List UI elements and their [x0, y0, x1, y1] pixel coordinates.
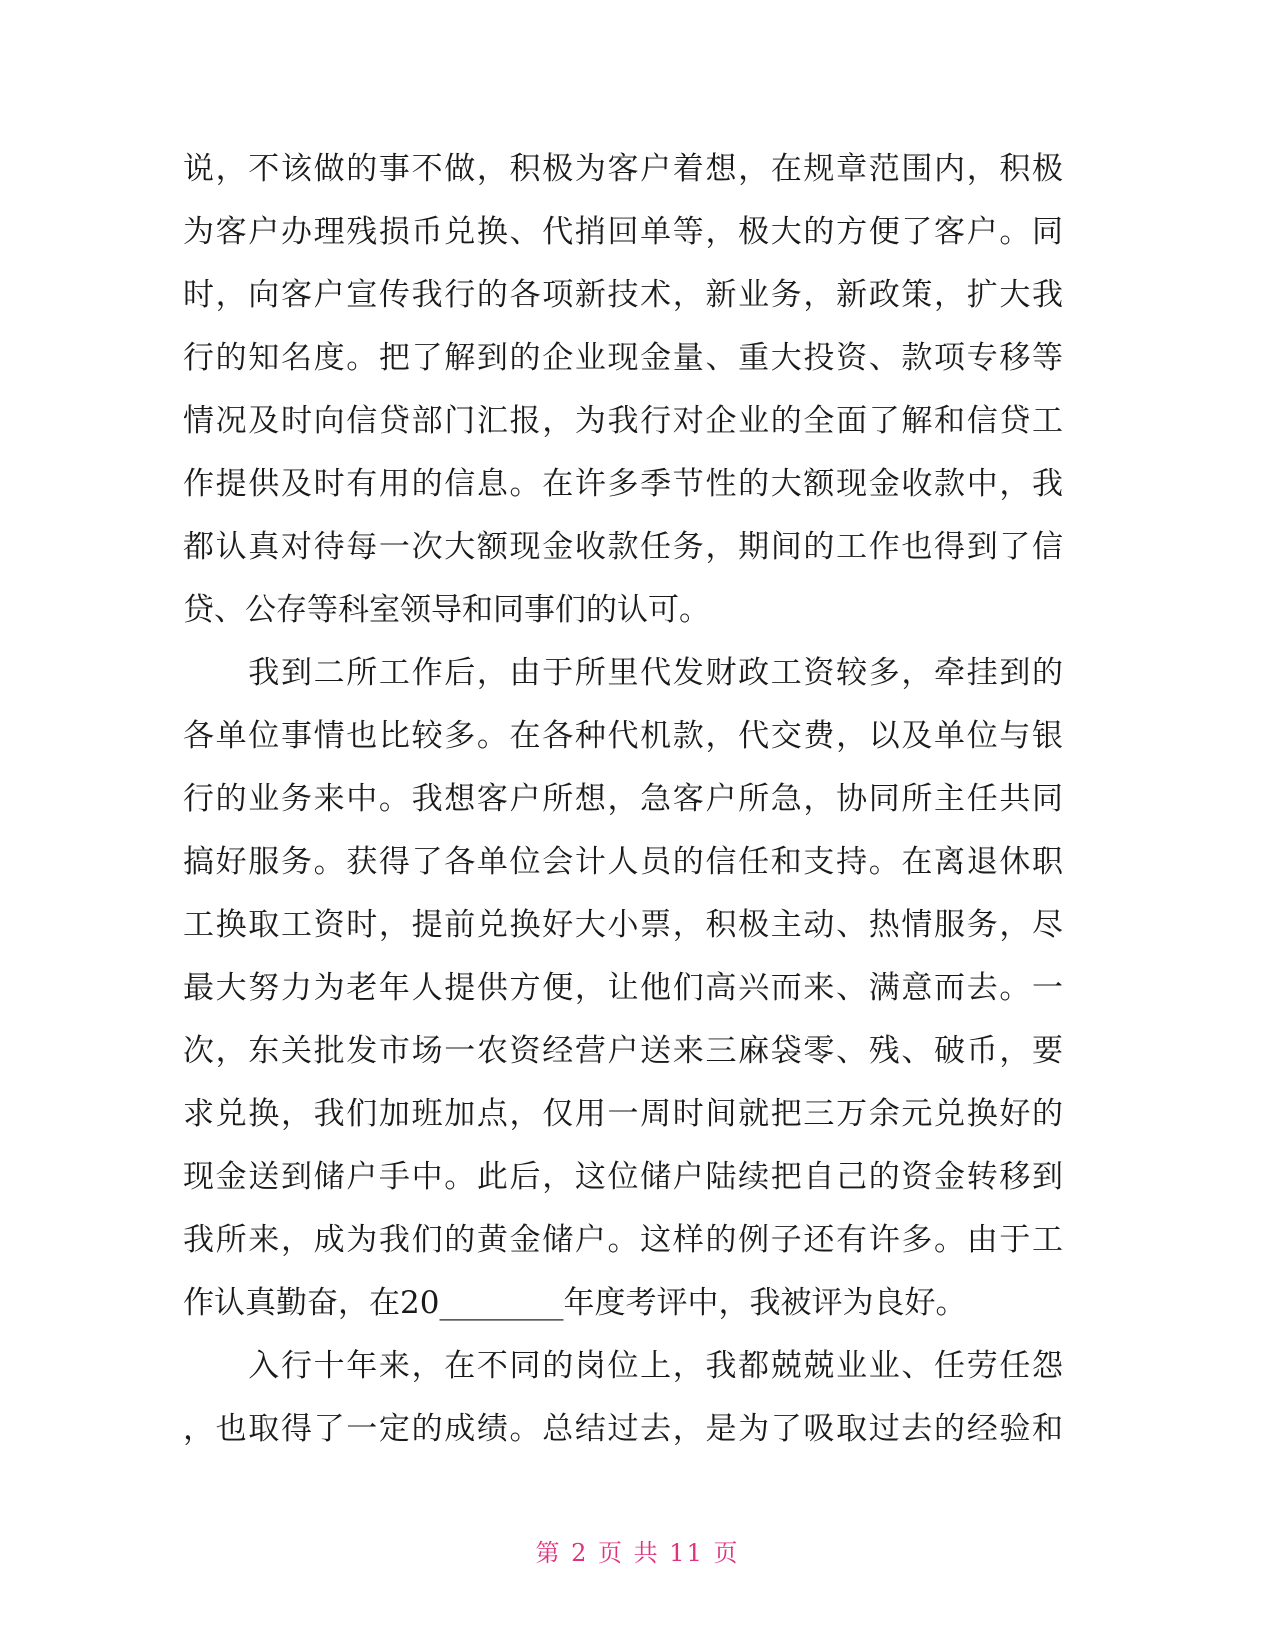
body-text: [183, 138, 1063, 1461]
text-line: 最大努力为老年人提供方便，让他们高兴而来、满意而去。一: [183, 970, 1063, 1006]
text-line: 工换取工资时，提前兑换好大小票，积极主动、热情服务，尽: [183, 907, 1063, 943]
text-line: 时，向客户宣传我行的各项新技术，新业务，新政策，扩大我: [183, 277, 1063, 313]
text-line: 贷、公存等科室领导和同事们的认可。: [183, 592, 710, 628]
text-line: 都认真对待每一次大额现金收款任务，期间的工作也得到了信: [183, 529, 1063, 565]
text-line: 次，东关批发市场一农资经营户送来三麻袋零、残、破币，要: [183, 1033, 1063, 1069]
text-line: 情况及时向信贷部门汇报，为我行对企业的全面了解和信贷工: [183, 403, 1063, 439]
text-line: 作提供及时有用的信息。在许多季节性的大额现金收款中，我: [183, 466, 1063, 502]
text-line: 行的知名度。把了解到的企业现金量、重大投资、款项专移等: [183, 340, 1063, 376]
text-line: 我到二所工作后，由于所里代发财政工资较多，牵挂到的: [183, 655, 1063, 691]
text-line: 作认真勤奋，在20________年度考评中，我被评为良好。: [183, 1285, 967, 1321]
text-line: 我所来，成为我们的黄金储户。这样的例子还有许多。由于工: [183, 1222, 1063, 1258]
text-line: 现金送到储户手中。此后，这位储户陆续把自己的资金转移到: [183, 1159, 1063, 1195]
text-line: 求兑换，我们加班加点，仅用一周时间就把三万余元兑换好的: [183, 1096, 1063, 1132]
text-line: 入行十年来，在不同的岗位上，我都兢兢业业、任劳任怨: [183, 1348, 1063, 1384]
text-line: 各单位事情也比较多。在各种代机款，代交费，以及单位与银: [183, 718, 1063, 754]
text-line: 行的业务来中。我想客户所想，急客户所急，协同所主任共同: [183, 781, 1063, 817]
page-number-footer: 第 2 页 共 11 页: [535, 1539, 740, 1567]
text-line: 说，不该做的事不做，积极为客户着想，在规章范围内，积极: [183, 151, 1063, 187]
text-line: 为客户办理残损币兑换、代捎回单等，极大的方便了客户。同: [183, 214, 1063, 250]
text-line: ，也取得了一定的成绩。总结过去，是为了吸取过去的经验和: [183, 1411, 1063, 1447]
text-line: 搞好服务。获得了各单位会计人员的信任和支持。在离退休职: [183, 844, 1063, 880]
